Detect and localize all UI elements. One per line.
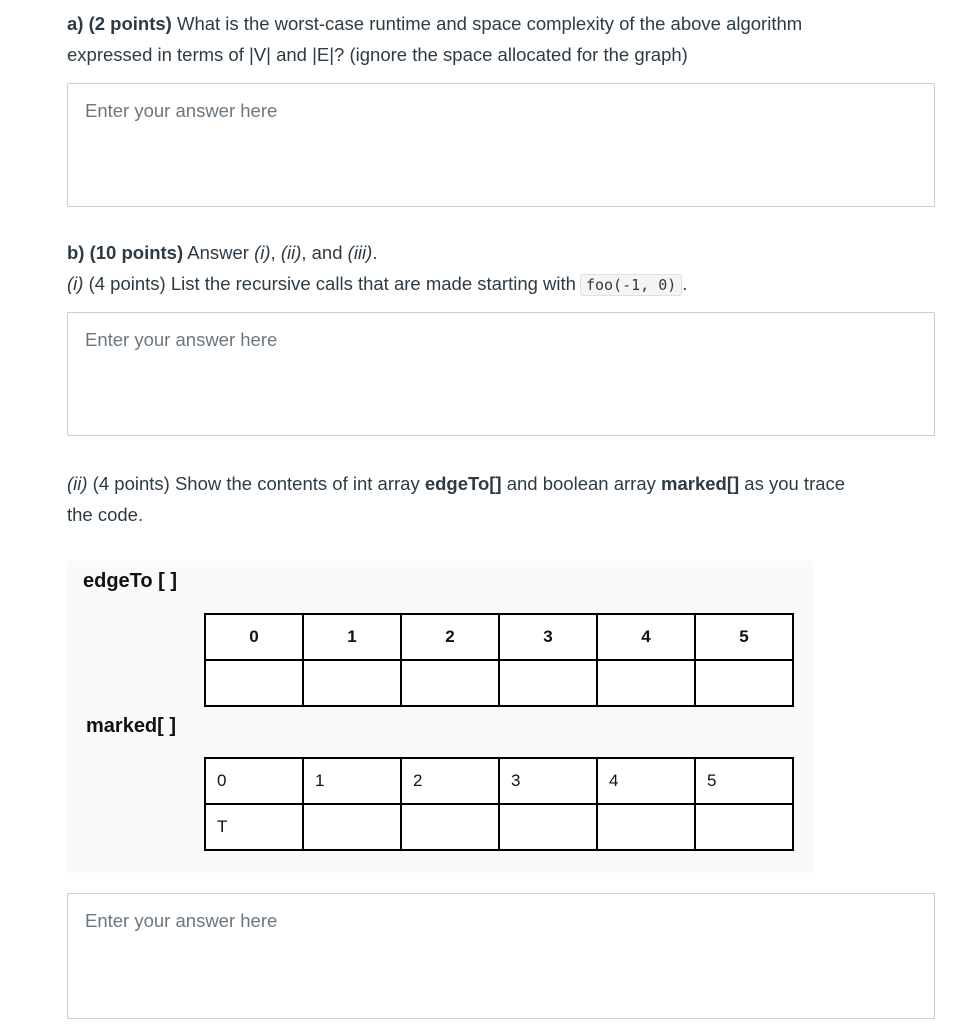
question-b-intro-sep1: , bbox=[270, 242, 281, 263]
question-b-intro-end: . bbox=[372, 242, 378, 263]
marked-value-cell bbox=[597, 804, 695, 850]
question-b-intro-iii: (iii) bbox=[347, 242, 373, 263]
marked-value-cell bbox=[401, 804, 499, 850]
edgeto-header-cell: 3 bbox=[499, 614, 597, 660]
question-a-line1 bbox=[67, 8, 802, 39]
question-b-ii-edgeto: edgeTo[] bbox=[424, 473, 502, 494]
marked-value-row bbox=[205, 804, 793, 850]
edgeto-header-row bbox=[205, 614, 793, 660]
edgeto-header-cell: 2 bbox=[401, 614, 499, 660]
marked-value-cell: T bbox=[205, 804, 303, 850]
marked-header-cell: 2 bbox=[401, 758, 499, 804]
marked-header-cell: 1 bbox=[303, 758, 401, 804]
question-b-ii-line2: the code. bbox=[67, 504, 144, 525]
edgeto-label: edgeTo [ ] bbox=[83, 570, 178, 592]
marked-table bbox=[204, 757, 794, 851]
question-b-ii-text3: as you trace bbox=[739, 473, 846, 494]
question-a-text: What is the worst-case runtime and space complexity of the above algorithm bbox=[171, 13, 803, 34]
marked-value-cell bbox=[499, 804, 597, 850]
question-a-line2: expressed in terms of |V| and |E|? (ignore the space allocated for the graph) bbox=[67, 44, 688, 65]
question-b-intro bbox=[67, 237, 377, 268]
question-b-ii-line1 bbox=[67, 468, 845, 499]
marked-header-row bbox=[205, 758, 793, 804]
answer-box-a bbox=[67, 83, 935, 207]
question-b-ii-marked: marked[] bbox=[661, 473, 740, 494]
marked-header-cell: 4 bbox=[597, 758, 695, 804]
question-b-intro-sep2: , and bbox=[301, 242, 348, 263]
edgeto-header-cell: 1 bbox=[303, 614, 401, 660]
question-b-i bbox=[67, 268, 687, 301]
edgeto-value-cell bbox=[695, 660, 793, 706]
question-b-i-label: (i) bbox=[67, 273, 84, 294]
trace-figure bbox=[67, 561, 813, 873]
edgeto-value-cell bbox=[597, 660, 695, 706]
question-b-intro-text: Answer bbox=[183, 242, 255, 263]
answer-input-b-i[interactable] bbox=[68, 313, 934, 435]
marked-label: marked[ ] bbox=[86, 715, 177, 737]
edgeto-value-cell bbox=[401, 660, 499, 706]
code-snippet: foo(-1, 0) bbox=[580, 274, 682, 296]
answer-box-b-i bbox=[67, 312, 935, 436]
question-b-intro-ii: (ii) bbox=[280, 242, 302, 263]
edgeto-value-cell bbox=[205, 660, 303, 706]
edgeto-header-cell: 4 bbox=[597, 614, 695, 660]
answer-input-b-ii[interactable] bbox=[68, 894, 934, 1018]
question-b-label: b) (10 points) bbox=[67, 242, 184, 263]
answer-input-a[interactable] bbox=[68, 84, 934, 206]
edgeto-table bbox=[204, 613, 794, 707]
edgeto-header-cell: 5 bbox=[695, 614, 793, 660]
question-b-ii-label: (ii) bbox=[67, 473, 88, 494]
question-b-ii-text1: (4 points) Show the contents of int array bbox=[87, 473, 425, 494]
question-b-ii-text2: and boolean array bbox=[501, 473, 661, 494]
edgeto-header-cell: 0 bbox=[205, 614, 303, 660]
edgeto-value-cell bbox=[303, 660, 401, 706]
answer-box-b-ii bbox=[67, 893, 935, 1019]
edgeto-value-cell bbox=[499, 660, 597, 706]
marked-header-cell: 0 bbox=[205, 758, 303, 804]
marked-value-cell bbox=[695, 804, 793, 850]
question-b-i-end: . bbox=[682, 273, 688, 294]
edgeto-value-row bbox=[205, 660, 793, 706]
question-b-i-text: (4 points) List the recursive calls that are made starting with bbox=[83, 273, 576, 294]
marked-header-cell: 5 bbox=[695, 758, 793, 804]
question-b-intro-i: (i) bbox=[254, 242, 271, 263]
marked-value-cell bbox=[303, 804, 401, 850]
question-a-label: a) (2 points) bbox=[67, 13, 172, 34]
marked-header-cell: 3 bbox=[499, 758, 597, 804]
